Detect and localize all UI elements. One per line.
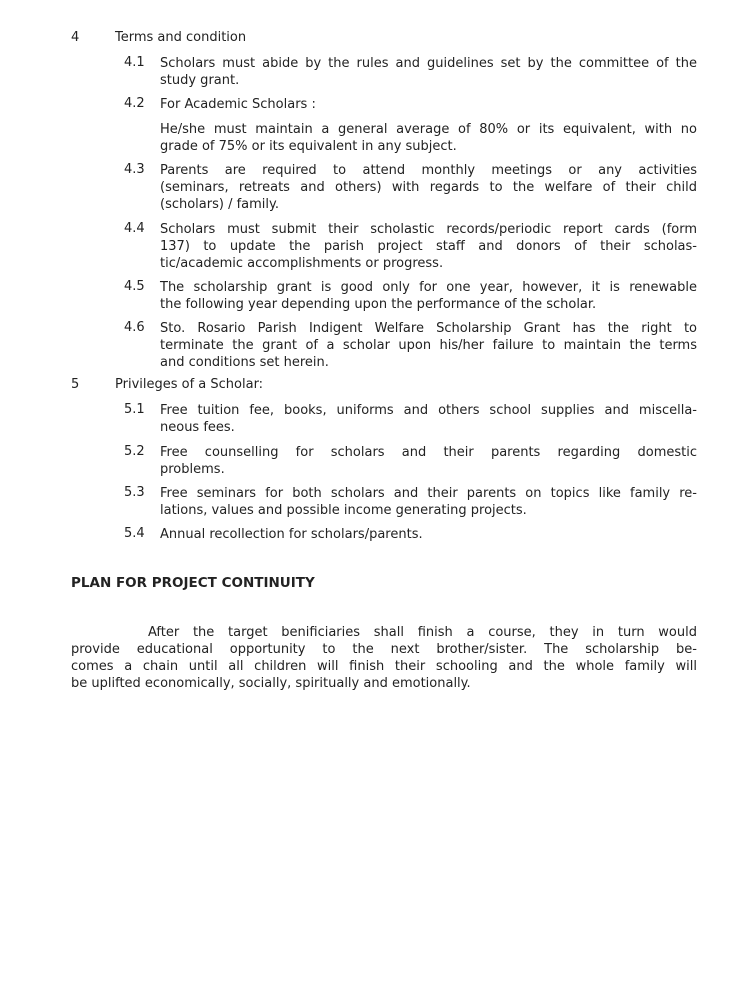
item-number: 5.1: [124, 402, 145, 417]
text-line: be uplifted economically, socially, spiritually and emotionally.: [71, 676, 471, 691]
text-line: The scholarship grant is good only for one year, however, it is renewable: [160, 280, 697, 295]
text-line: Scholars must abide by the rules and guidelines set by the committee of the: [160, 56, 697, 71]
text-line: comes a chain until all children will finish their schooling and the whole family will: [71, 659, 697, 674]
text-line: Free seminars for both scholars and their parents on topics like family re-: [160, 486, 697, 501]
text-line: grade of 75% or its equivalent in any subject.: [160, 139, 457, 154]
section-number: 4: [71, 30, 80, 45]
item-text: [160, 320, 697, 371]
text-line: neous fees.: [160, 420, 235, 435]
text-line: (seminars, retreats and others) with regards to the welfare of their child: [160, 180, 697, 195]
text-line: He/she must maintain a general average of 80% or its equivalent, with no: [160, 122, 697, 137]
item-number: 4.1: [124, 55, 145, 70]
item-number: 4.4: [124, 221, 145, 236]
item-number: 4.3: [124, 162, 145, 177]
item-number: 4.2: [124, 96, 145, 111]
item-text: [160, 55, 697, 89]
text-line: the following year depending upon the performance of the scholar.: [160, 297, 597, 312]
text-line: terminate the grant of a scholar upon his/her failure to maintain the terms: [160, 338, 697, 353]
text-line: Free counselling for scholars and their parents regarding domestic: [160, 445, 697, 460]
text-line: Annual recollection for scholars/parents.: [160, 527, 423, 542]
item-text: [160, 162, 697, 213]
plan-heading: PLAN FOR PROJECT CONTINUITY: [71, 575, 315, 591]
item-text: [160, 485, 697, 519]
section-title: Terms and condition: [115, 30, 247, 45]
text-line: Sto. Rosario Parish Indigent Welfare Scholarship Grant has the right to: [160, 321, 697, 336]
section-title: Privileges of a Scholar:: [115, 377, 264, 392]
text-line: 137) to update the parish project staff and donors of their scholas-: [160, 239, 697, 254]
text-line: (scholars) / family.: [160, 197, 279, 212]
text-line: problems.: [160, 462, 225, 477]
section-number: 5: [71, 377, 80, 392]
text-line: and conditions set herein.: [160, 355, 329, 370]
text-line: After the target benificiaries shall finish a course, they in turn would: [148, 625, 697, 640]
item-text: [160, 121, 697, 155]
item-number: 5.2: [124, 444, 145, 459]
item-text: [160, 96, 697, 113]
text-line: Scholars must submit their scholastic records/periodic report cards (form: [160, 222, 697, 237]
text-line: provide educational opportunity to the next brother/sister. The scholarship be-: [71, 642, 697, 657]
item-text: [160, 444, 697, 478]
item-text: [160, 279, 697, 313]
item-number: 4.6: [124, 320, 145, 335]
plan-paragraph: [71, 624, 697, 692]
text-line: Parents are required to attend monthly meetings or any activities: [160, 163, 697, 178]
item-text: [160, 402, 697, 436]
text-line: lations, values and possible income generating projects.: [160, 503, 527, 518]
item-number: 4.5: [124, 279, 145, 294]
text-line: study grant.: [160, 73, 240, 88]
item-number: 5.4: [124, 526, 145, 541]
text-line: Free tuition fee, books, uniforms and others school supplies and miscella-: [160, 403, 697, 418]
text-line: tic/academic accomplishments or progress.: [160, 256, 444, 271]
item-text: [160, 221, 697, 272]
text-line: For Academic Scholars :: [160, 97, 316, 112]
item-text: [160, 526, 697, 543]
item-number: 5.3: [124, 485, 145, 500]
